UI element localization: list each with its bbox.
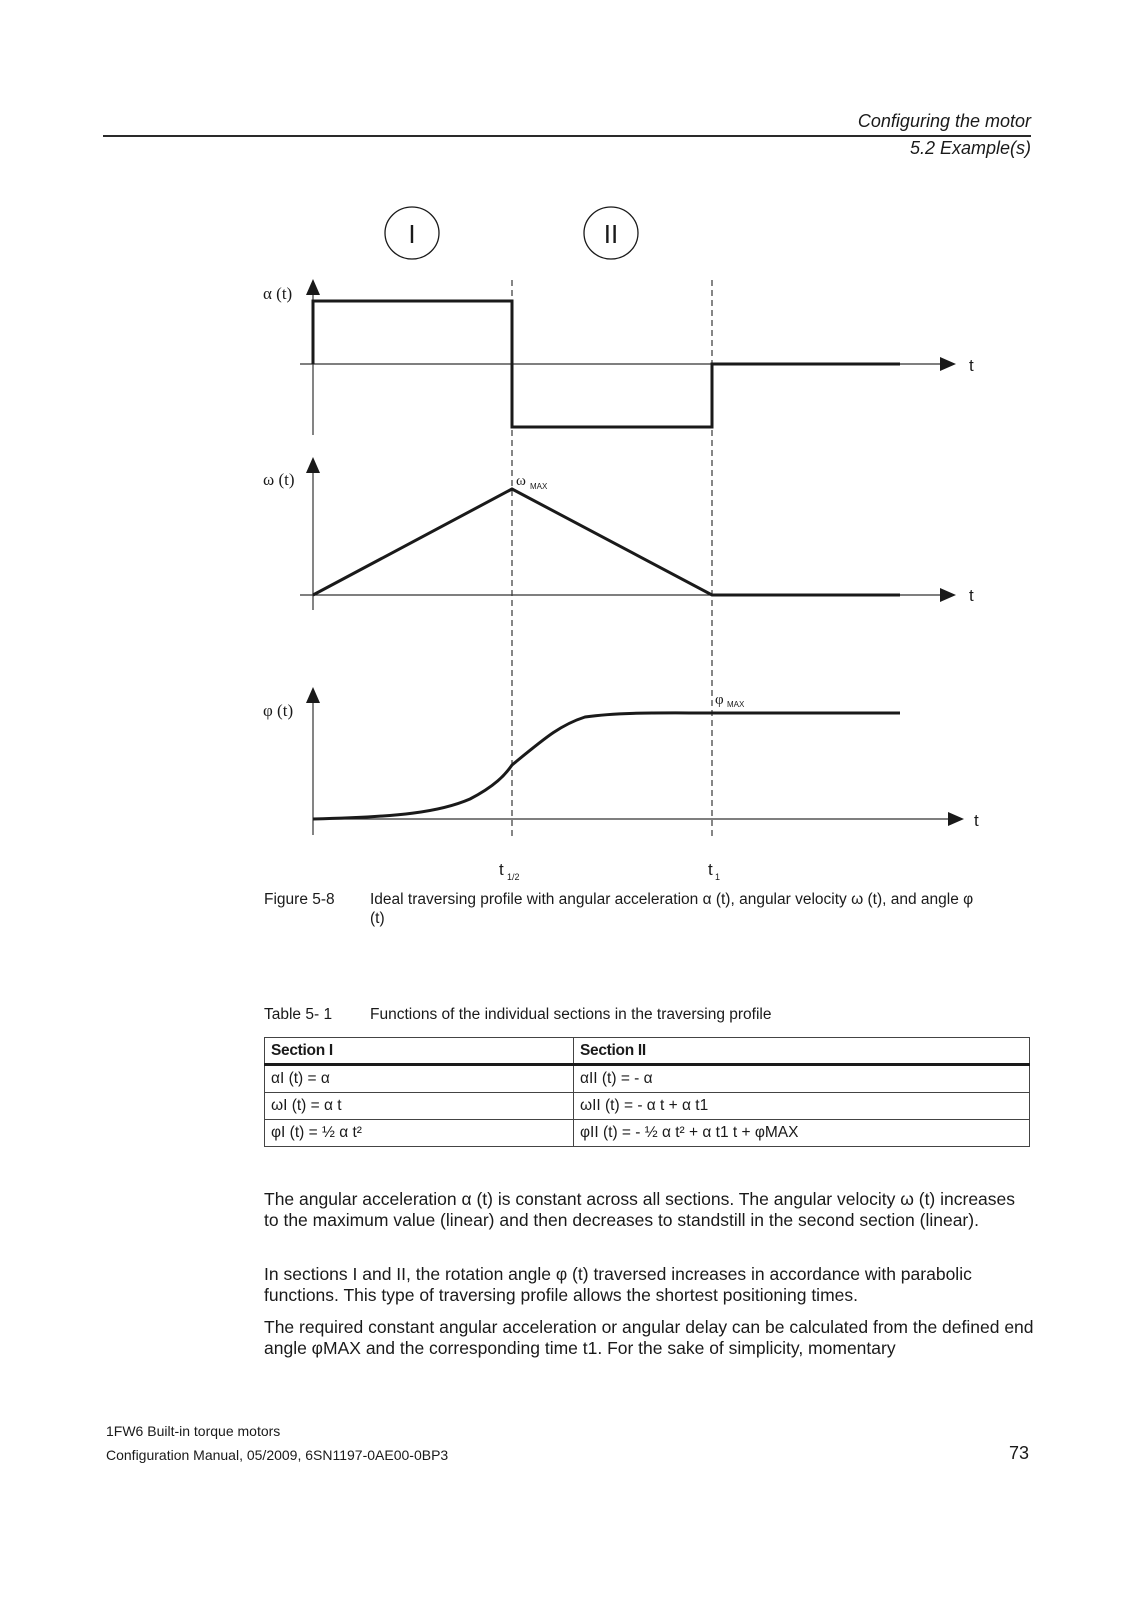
table-cell: ωI (t) = α t xyxy=(265,1093,574,1120)
svg-text:I: I xyxy=(408,219,416,249)
svg-text:t: t xyxy=(969,586,974,605)
table-cell: ωII (t) = - α t + α t1 xyxy=(574,1093,1030,1120)
paragraph-1: The angular acceleration α (t) is constant across all sections. The angular velocity ω (t) increases to the maximum value (linear) and then decreases to standstill in the second section (linear). xyxy=(264,1189,1016,1230)
table-row xyxy=(265,1093,1030,1120)
table-caption xyxy=(264,1006,772,1024)
x-axis-arrow-icon xyxy=(940,588,956,602)
section-marker-1 xyxy=(385,207,439,259)
table-number: Table 5- 1 xyxy=(264,1006,333,1023)
table-cell: αI (t) = α xyxy=(265,1065,574,1093)
section-title: 5.2 Example(s) xyxy=(909,138,1031,158)
svg-text:t: t xyxy=(499,860,504,879)
table-cell: φII (t) = - ½ α t² + α t1 t + φMAX xyxy=(574,1120,1030,1147)
svg-text:ω: ω xyxy=(516,473,526,489)
time-mark-t-half xyxy=(499,860,520,882)
figure-caption-text: Ideal traversing profile with angular acceleration α (t), angular velocity ω (t), and angle φ (t) xyxy=(370,891,974,927)
svg-text:II: II xyxy=(603,219,619,249)
page-number: 73 xyxy=(1008,1443,1029,1463)
omega-plot xyxy=(263,457,974,610)
x-axis-arrow-icon xyxy=(940,357,956,371)
svg-text:φ: φ xyxy=(715,692,724,708)
time-mark-t1 xyxy=(708,860,720,882)
header-section-1: Section I xyxy=(265,1038,574,1065)
table-header-row xyxy=(265,1038,1030,1065)
y-axis-arrow-icon xyxy=(306,457,320,473)
svg-text:t: t xyxy=(974,811,979,830)
svg-text:1: 1 xyxy=(715,872,721,882)
table-row xyxy=(265,1065,1030,1093)
table-caption-text: Functions of the individual sections in the traversing profile xyxy=(370,1006,772,1023)
paragraph-3: The required constant angular acceleration or angular delay can be calculated from the defined end angle φMAX and the corresponding time t1. For the sake of simplicity, momentary xyxy=(264,1317,1034,1358)
svg-text:MAX: MAX xyxy=(727,700,745,709)
footer-doc-info: Configuration Manual, 05/2009, 6SN1197-0AE00-0BP3 xyxy=(106,1447,449,1463)
functions-table xyxy=(264,1037,1030,1147)
y-axis-arrow-icon xyxy=(306,279,320,295)
figure-number: Figure 5-8 xyxy=(264,891,335,908)
alpha-plot xyxy=(263,279,974,435)
svg-text:1/2: 1/2 xyxy=(507,872,520,882)
section-marker-2 xyxy=(584,207,638,259)
phi-plot xyxy=(263,687,979,835)
svg-text:MAX: MAX xyxy=(530,482,548,491)
table-cell: φI (t) = ½ α t² xyxy=(265,1120,574,1147)
svg-text:t: t xyxy=(708,860,713,879)
svg-text:α (t): α (t) xyxy=(263,284,293,303)
y-axis-arrow-icon xyxy=(306,687,320,703)
footer-product: 1FW6 Built-in torque motors xyxy=(106,1423,281,1439)
x-axis-arrow-icon xyxy=(948,812,964,826)
chapter-title: Configuring the motor xyxy=(857,111,1031,131)
svg-text:ω (t): ω (t) xyxy=(263,470,295,489)
header-section-2: Section II xyxy=(574,1038,1030,1065)
svg-text:φ (t): φ (t) xyxy=(263,701,294,720)
paragraph-2: In sections I and II, the rotation angle φ (t) traversed increases in accordance with parabolic functions. This type of traversing profile allows the shortest positioning times. xyxy=(264,1264,972,1305)
table-cell: αII (t) = - α xyxy=(574,1065,1030,1093)
table-row xyxy=(265,1120,1030,1147)
svg-text:t: t xyxy=(969,356,974,375)
